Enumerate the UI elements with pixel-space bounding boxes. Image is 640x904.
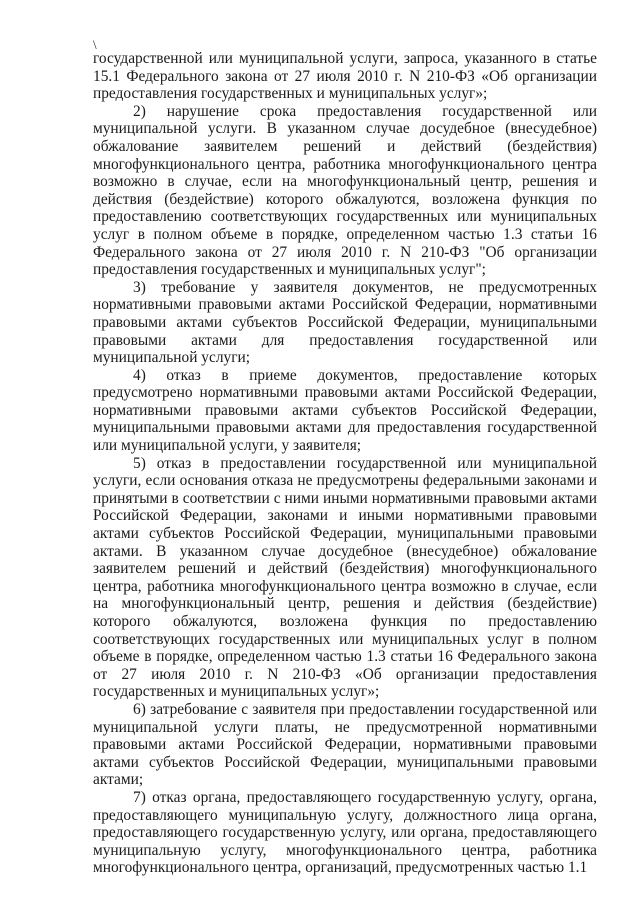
paragraph-item-5: 5) отказ в предоставлении государственной или муниципальной услуги, если основания отказа не предусмотрены федеральными законами и принятыми в соответствии с ними иными нормативными правовыми актами Российской Федерации, законами и иными нормативными правовыми актами субъектов Российской Федерации, муниципальными правовыми актами. В указанном случае досудебное (внесудебное) обжалование заявителем решений и действий (бездействия) многофункционального центра, работника многофункционального центра возможно в случае, если на многофункциональный центр, решения и действия (бездействие) которого обжалуются, возложена функция по предоставлению соответствующих государственных или муниципальных услуг в полном объеме в порядке, определенном частью 1.3 статьи 16 Федерального закона от 27 июля 2010 г. N 210-ФЗ «Об организации предоставления государственных и муниципальных услуг»; bbox=[93, 454, 597, 701]
paragraph-item-6: 6) затребование с заявителя при предоставлении государственной или муниципальной услуги платы, не предусмотренной нормативными правовыми актами Российской Федерации, нормативными правовыми актами субъектов Российской Федерации, муниципальными правовыми актами; bbox=[93, 700, 597, 789]
paragraph-item-4: 4) отказ в приеме документов, предоставление которых предусмотрено нормативными правовыми актами Российской Федерации, нормативными правовыми актами субъектов Российской Федерации, муниципальными правовыми актами для предоставления государственной или муниципальной услуги, у заявителя; bbox=[93, 366, 597, 455]
corner-mark: \ bbox=[93, 37, 97, 52]
document-body bbox=[93, 50, 597, 877]
paragraph-item-7: 7) отказ органа, предоставляющего государственную услугу, органа, предоставляющего муниципальную услугу, должностного лица органа, предоставляющего государственную услугу, или органа, предоставляющего муниципальную услугу, многофункционального центра, работника многофункционального центра, организаций, предусмотренных частью 1.1 bbox=[93, 788, 597, 877]
paragraph-item-2: 2) нарушение срока предоставления государственной или муниципальной услуги. В указанном случае досудебное (внесудебное) обжалование заявителем решений и действий (бездействия) многофункционального центра, работника многофункционального центра возможно в случае, если на многофункциональный центр, решения и действия (бездействие) которого обжалуются, возложена функция по предоставлению соответствующих государственных или муниципальных услуг в полном объеме в порядке, определенном частью 1.3 статьи 16 Федерального закона от 27 июля 2010 г. N 210-ФЗ "Об организации предоставления государственных и муниципальных услуг"; bbox=[93, 102, 597, 279]
paragraph-continuation: государственной или муниципальной услуги, запроса, указанного в статье 15.1 Федерального закона от 27 июля 2010 г. N 210-ФЗ «Об организации предоставления государственных и муниципальных услуг»; bbox=[93, 50, 597, 103]
paragraph-item-3: 3) требование у заявителя документов, не предусмотренных нормативными правовыми актами Российской Федерации, нормативными правовыми актами субъектов Российской Федерации, муниципальными правовыми актами для предоставления государственной или муниципальной услуги; bbox=[93, 278, 597, 367]
